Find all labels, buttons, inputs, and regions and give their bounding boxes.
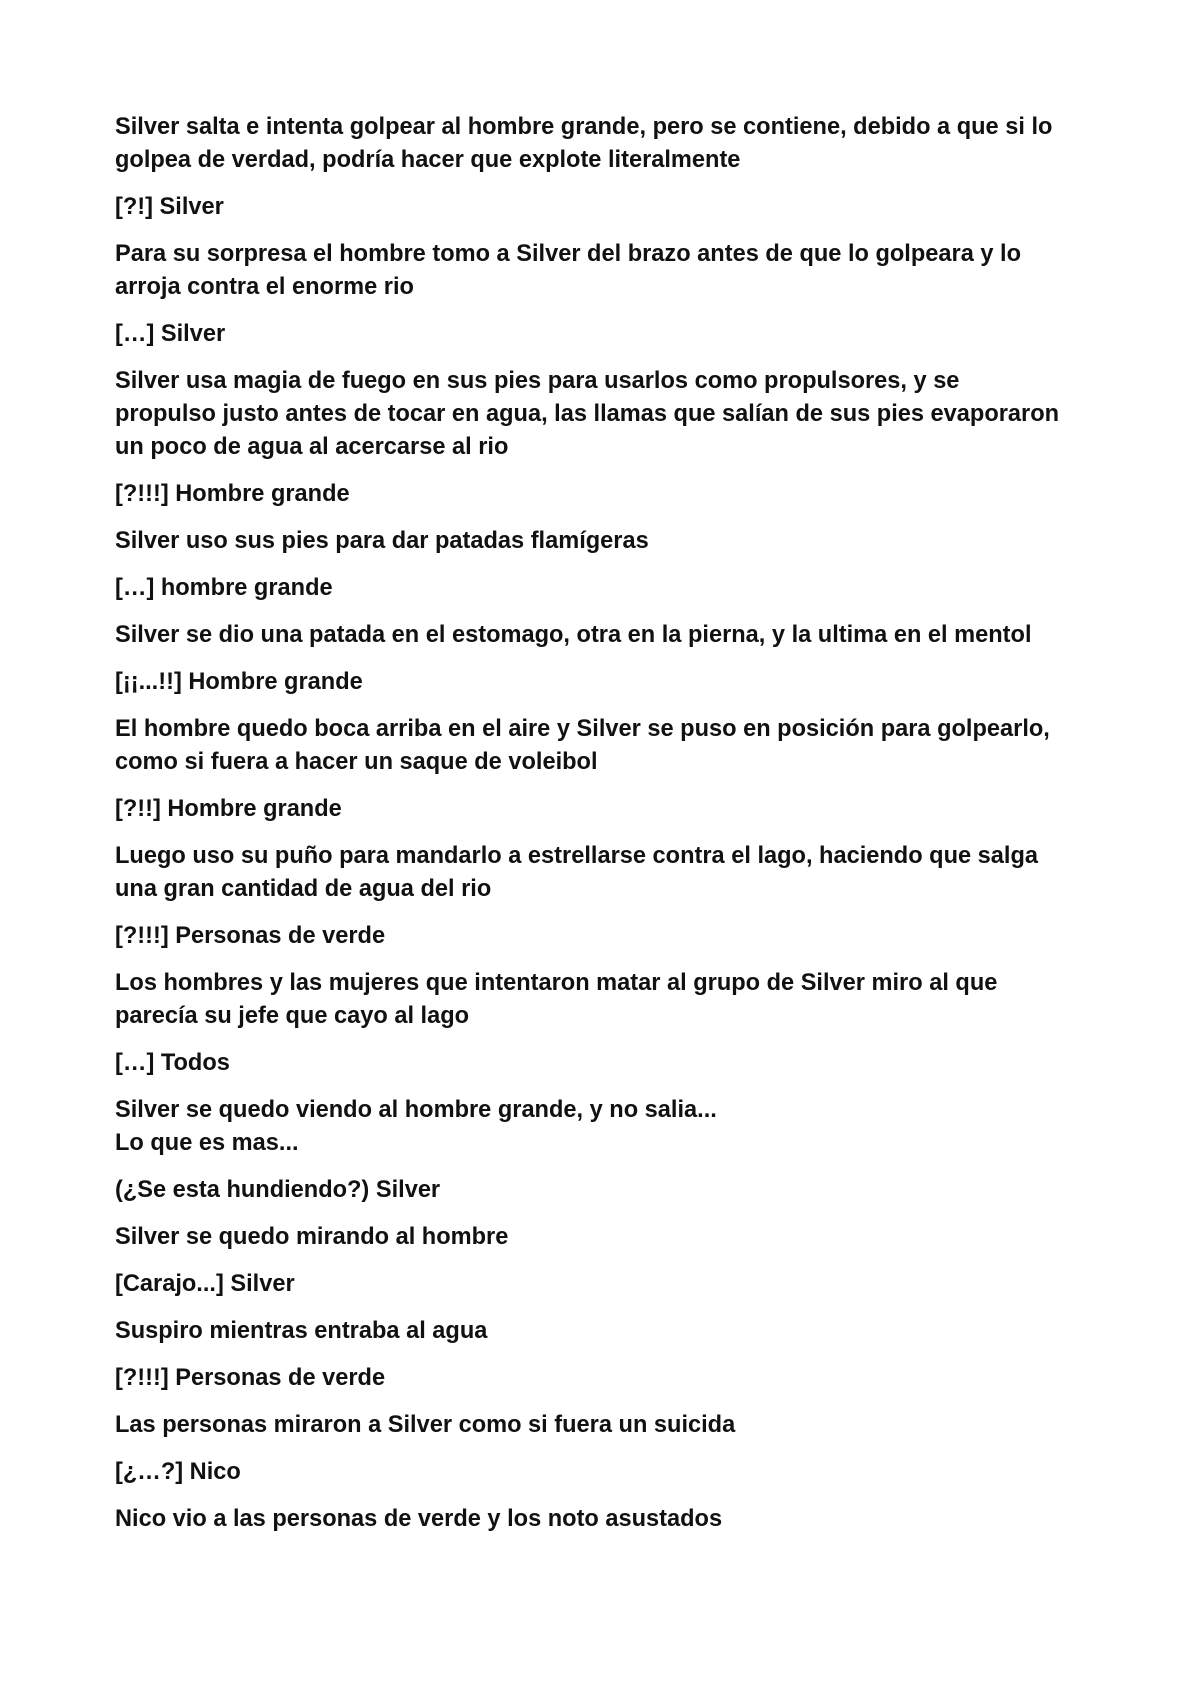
text-line: [Carajo...] Silver xyxy=(115,1271,295,1297)
text-line: Silver se dio una patada en el estomago, otra en la pierna, y la ultima en el mentol xyxy=(115,622,1032,648)
narration-paragraph xyxy=(115,365,1095,464)
thought-line xyxy=(115,1174,1095,1207)
text-line: como si fuera a hacer un saque de voleibol xyxy=(115,749,598,775)
text-line: [¿…?] Nico xyxy=(115,1459,241,1485)
dialogue-line xyxy=(115,920,1095,953)
text-line: propulso justo antes de tocar en agua, las llamas que salían de sus pies evaporaron xyxy=(115,401,1060,427)
narration-paragraph xyxy=(115,713,1095,779)
text-line: arroja contra el enorme rio xyxy=(115,274,414,300)
text-line: Silver se quedo viendo al hombre grande, y no salia... xyxy=(115,1097,717,1123)
document-page xyxy=(115,111,1095,1550)
narration-paragraph xyxy=(115,967,1095,1033)
text-line: un poco de agua al acercarse al rio xyxy=(115,434,509,460)
narration-paragraph xyxy=(115,525,1095,558)
text-line: Silver usa magia de fuego en sus pies para usarlos como propulsores, y se xyxy=(115,368,960,394)
narration-paragraph xyxy=(115,619,1095,652)
text-line: golpea de verdad, podría hacer que explote literalmente xyxy=(115,147,741,173)
dialogue-line xyxy=(115,572,1095,605)
text-line: (¿Se esta hundiendo?) Silver xyxy=(115,1177,441,1203)
dialogue-line xyxy=(115,478,1095,511)
dialogue-line xyxy=(115,1362,1095,1395)
text-line: Para su sorpresa el hombre tomo a Silver del brazo antes de que lo golpeara y lo xyxy=(115,241,1022,267)
dialogue-line xyxy=(115,793,1095,826)
text-line: […] hombre grande xyxy=(115,575,333,601)
narration-paragraph xyxy=(115,1094,1095,1160)
text-line: parecía su jefe que cayo al lago xyxy=(115,1003,470,1029)
text-line: [?!!!] Hombre grande xyxy=(115,481,350,507)
narration-paragraph xyxy=(115,1221,1095,1254)
text-line: [¡¡...!!] Hombre grande xyxy=(115,669,363,695)
text-line: [?!] Silver xyxy=(115,194,224,220)
dialogue-line xyxy=(115,666,1095,699)
dialogue-line xyxy=(115,1268,1095,1301)
text-line: Luego uso su puño para mandarlo a estrellarse contra el lago, haciendo que salga xyxy=(115,843,1039,869)
narration-paragraph xyxy=(115,1315,1095,1348)
text-line: Silver se quedo mirando al hombre xyxy=(115,1224,509,1250)
text-line: Nico vio a las personas de verde y los noto asustados xyxy=(115,1506,723,1532)
narration-paragraph xyxy=(115,1503,1095,1536)
narration-paragraph xyxy=(115,840,1095,906)
text-line: Las personas miraron a Silver como si fuera un suicida xyxy=(115,1412,736,1438)
narration-paragraph xyxy=(115,238,1095,304)
text-line: […] Silver xyxy=(115,321,226,347)
text-line: [?!!] Hombre grande xyxy=(115,796,342,822)
text-line: […] Todos xyxy=(115,1050,230,1076)
text-line: Suspiro mientras entraba al agua xyxy=(115,1318,488,1344)
dialogue-line xyxy=(115,1047,1095,1080)
text-line: [?!!!] Personas de verde xyxy=(115,923,386,949)
text-line: Silver uso sus pies para dar patadas flamígeras xyxy=(115,528,649,554)
text-line: Silver salta e intenta golpear al hombre grande, pero se contiene, debido a que si lo xyxy=(115,114,1053,140)
narration-paragraph xyxy=(115,1409,1095,1442)
text-line: El hombre quedo boca arriba en el aire y Silver se puso en posición para golpearlo, xyxy=(115,716,1050,742)
text-line: una gran cantidad de agua del rio xyxy=(115,876,492,902)
dialogue-line xyxy=(115,191,1095,224)
text-line: Los hombres y las mujeres que intentaron matar al grupo de Silver miro al que xyxy=(115,970,998,996)
narration-paragraph xyxy=(115,111,1095,177)
text-line: [?!!!] Personas de verde xyxy=(115,1365,386,1391)
dialogue-line xyxy=(115,318,1095,351)
text-line: Lo que es mas... xyxy=(115,1130,299,1156)
dialogue-line xyxy=(115,1456,1095,1489)
